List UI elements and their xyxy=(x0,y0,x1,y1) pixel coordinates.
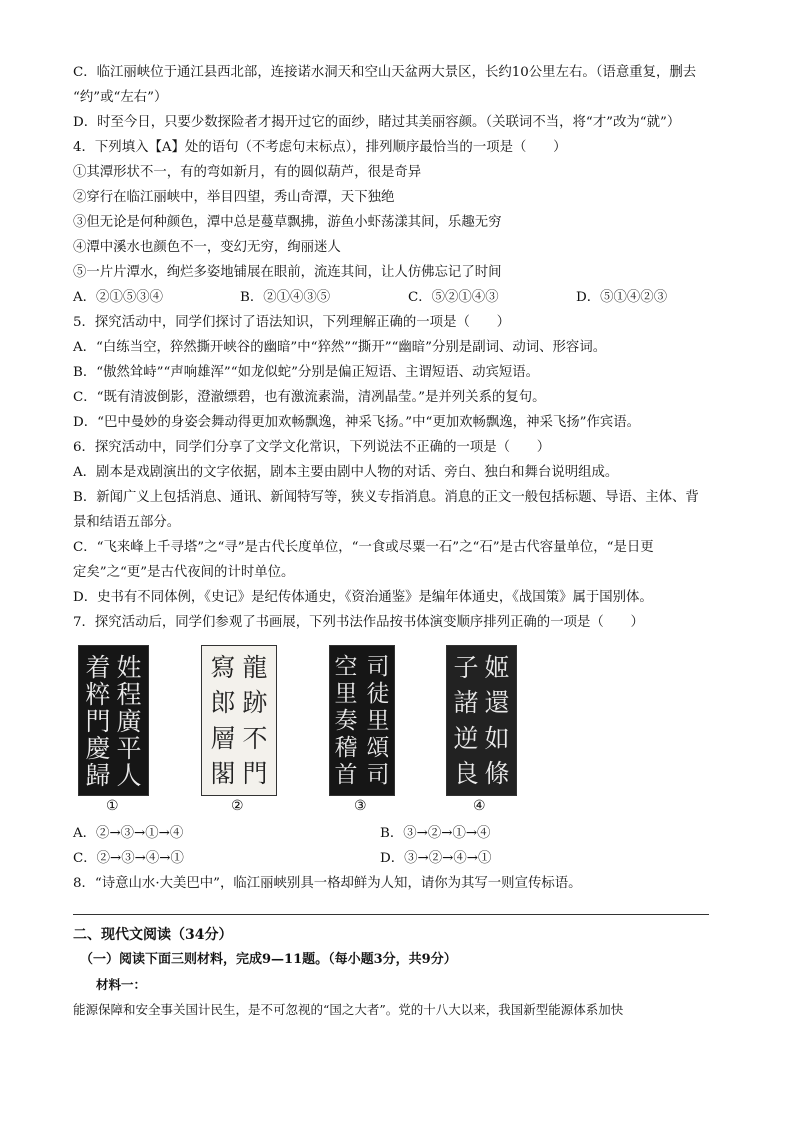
calligraphy-column xyxy=(112,653,146,790)
q5-option-b: B．“傲然耸峙”“声响雄浑”“如龙似蛇”分别是偏正短语、主谓短语、动宾短语。 xyxy=(73,365,540,380)
q4-option-c: C．⑤②①④③ xyxy=(408,290,499,305)
q5-stem: 5．探究活动中，同学们探讨了语法知识，下列理解正确的一项是（ ） xyxy=(73,315,511,330)
glyph: 程 xyxy=(116,680,142,709)
subsection-heading: （一）阅读下面三则材料，完成9—11题。（每小题3分，共9分） xyxy=(80,952,457,967)
q5-option-a: A．“白练当空，猝然撕开峡谷的幽暗”中“猝然”“撕开”“幽暗”分别是副词、动词、形容词。 xyxy=(73,340,607,355)
q4-option-a: A．②①⑤③④ xyxy=(73,290,164,305)
glyph: 粹 xyxy=(85,680,111,709)
glyph: 人 xyxy=(116,761,142,790)
calligraphy-column xyxy=(363,654,393,787)
q5-option-d: D．“巴中曼妙的身姿会舞动得更加欢畅飘逸，神采飞扬。”中“更加欢畅飘逸，神采飞扬”作宾语。 xyxy=(73,415,641,430)
q4-sentence-1: ①其潭形状不一，有的弯如新月，有的圆似葫芦，很是奇异 xyxy=(73,165,422,180)
glyph: 龍 xyxy=(242,653,268,682)
calligraphy-column xyxy=(449,654,483,787)
q4-option-b: B．②①④③⑤ xyxy=(240,290,331,305)
calligraphy-column xyxy=(238,654,272,787)
glyph: 門 xyxy=(85,707,111,736)
glyph: 頌 xyxy=(366,735,390,761)
glyph: 閣 xyxy=(210,758,236,788)
section-heading: 二、现代文阅读（34分） xyxy=(73,927,233,943)
glyph: 奏 xyxy=(334,708,358,734)
q7-option-b: B．③→②→①→④ xyxy=(380,826,491,841)
calligraphy-image-2 xyxy=(201,645,277,796)
glyph: 還 xyxy=(484,688,510,718)
calligraphy-image-1 xyxy=(78,645,149,796)
q6-option-b-line1: B．新闻广义上包括消息、通讯、新闻特写等，狭义专指消息。消息的正文一般包括标题、导语、主体、背 xyxy=(73,490,699,505)
glyph: 稽 xyxy=(334,735,358,761)
q8-stem: 8．“诗意山水·大美巴中”，临江丽峡别具一格却鲜为人知，请你为其写一则宣传标语。 xyxy=(73,876,582,891)
q4-sentence-4: ④潭中溪水也颜色不一，变幻无穷，绚丽迷人 xyxy=(73,240,341,255)
glyph: 姬 xyxy=(484,653,510,682)
glyph: 如 xyxy=(484,723,510,753)
glyph: 不 xyxy=(242,723,268,753)
calligraphy-label-2: ② xyxy=(231,798,244,814)
calligraphy-column xyxy=(81,653,115,790)
q4-sentence-2: ②穿行在临江丽峡中，举目四望，秀山奇潭，天下独绝 xyxy=(73,190,395,205)
glyph: 空 xyxy=(334,654,358,680)
glyph: 條 xyxy=(484,758,510,788)
section-divider xyxy=(73,914,709,915)
calligraphy-column xyxy=(206,654,240,787)
calligraphy-label-4: ④ xyxy=(473,798,486,814)
glyph: 跡 xyxy=(242,688,268,718)
glyph: 司 xyxy=(366,654,390,680)
material-one-text: 能源保障和安全事关国计民生，是不可忽视的“国之大者”。党的十八大以来，我国新型能源体系加快 xyxy=(73,1002,624,1017)
glyph: 慶 xyxy=(85,734,111,763)
glyph: 廣 xyxy=(116,707,142,736)
q3-option-c-line1: C．临江丽峡位于通江县西北部，连接诺水洞天和空山天盆两大景区，长约10公里左右。（语意重复，删去 xyxy=(73,65,697,80)
calligraphy-label-3: ③ xyxy=(354,798,367,814)
calligraphy-image-3 xyxy=(329,645,395,796)
q6-stem: 6．探究活动中，同学们分享了文学文化常识，下列说法不正确的一项是（ ） xyxy=(73,440,551,455)
calligraphy-column xyxy=(480,654,514,787)
glyph: 歸 xyxy=(85,761,111,790)
calligraphy-label-1: ① xyxy=(106,798,119,814)
q7-option-d: D．③→②→④→① xyxy=(380,851,492,866)
glyph: 着 xyxy=(85,653,111,682)
q6-option-d: D．史书有不同体例，《史记》是纪传体通史，《资治通鉴》是编年体通史，《战国策》属于国别体。 xyxy=(73,590,653,605)
glyph: 良 xyxy=(453,758,479,788)
q4-sentence-3: ③但无论是何种颜色，潭中总是蔓草飘拂，游鱼小虾荡漾其间，乐趣无穷 xyxy=(73,215,502,230)
q7-option-c: C．②→③→④→① xyxy=(73,851,184,866)
q5-option-c: C．“既有清波倒影，澄澈缥碧，也有激流素湍，清冽晶莹。”是并列关系的复句。 xyxy=(73,390,546,405)
material-one-label: 材料一： xyxy=(96,977,147,992)
glyph: 徒 xyxy=(366,681,390,707)
glyph: 里 xyxy=(366,708,390,734)
glyph: 層 xyxy=(210,723,236,753)
q4-stem: 4．下列填入【A】处的语句（不考虑句末标点），排列顺序最恰当的一项是（ ） xyxy=(73,140,567,155)
q6-option-b-line2: 景和结语五部分。 xyxy=(73,515,181,530)
q3-option-d: D．时至今日，只要少数探险者才揭开过它的面纱，睹过其美丽容颜。（关联词不当，将“才”改为“就”） xyxy=(73,115,681,130)
glyph: 姓 xyxy=(116,653,142,682)
glyph: 逆 xyxy=(453,723,479,753)
glyph: 諸 xyxy=(453,688,479,718)
glyph: 子 xyxy=(453,653,479,682)
q7-stem: 7．探究活动后，同学们参观了书画展，下列书法作品按书体演变顺序排列正确的一项是（ ） xyxy=(73,615,644,630)
glyph: 司 xyxy=(366,762,390,788)
calligraphy-image-4 xyxy=(446,645,517,796)
q4-sentence-5: ⑤一片片潭水，绚烂多姿地铺展在眼前，流连其间，让人仿佛忘记了时间 xyxy=(73,265,502,280)
q6-option-a: A．剧本是戏剧演出的文字依据，剧本主要由剧中人物的对话、旁白、独白和舞台说明组成。 xyxy=(73,465,619,480)
glyph: 首 xyxy=(334,762,358,788)
glyph: 里 xyxy=(334,681,358,707)
q4-option-d: D．⑤①④②③ xyxy=(576,290,668,305)
glyph: 平 xyxy=(116,734,142,763)
glyph: 門 xyxy=(242,758,268,788)
calligraphy-column xyxy=(331,654,361,787)
q6-option-c-line1: C．“飞来峰上千寻塔”之“寻”是古代长度单位，“一食或尽粟一石”之“石”是古代容量单位，“是日更 xyxy=(73,540,654,555)
glyph: 郎 xyxy=(210,688,236,718)
q3-option-c-line2: “约”或“左右”） xyxy=(73,90,168,105)
q7-option-a: A．②→③→①→④ xyxy=(73,826,184,841)
glyph: 寫 xyxy=(210,653,236,682)
q6-option-c-line2: 定矣”之“更”是古代夜间的计时单位。 xyxy=(73,565,295,580)
